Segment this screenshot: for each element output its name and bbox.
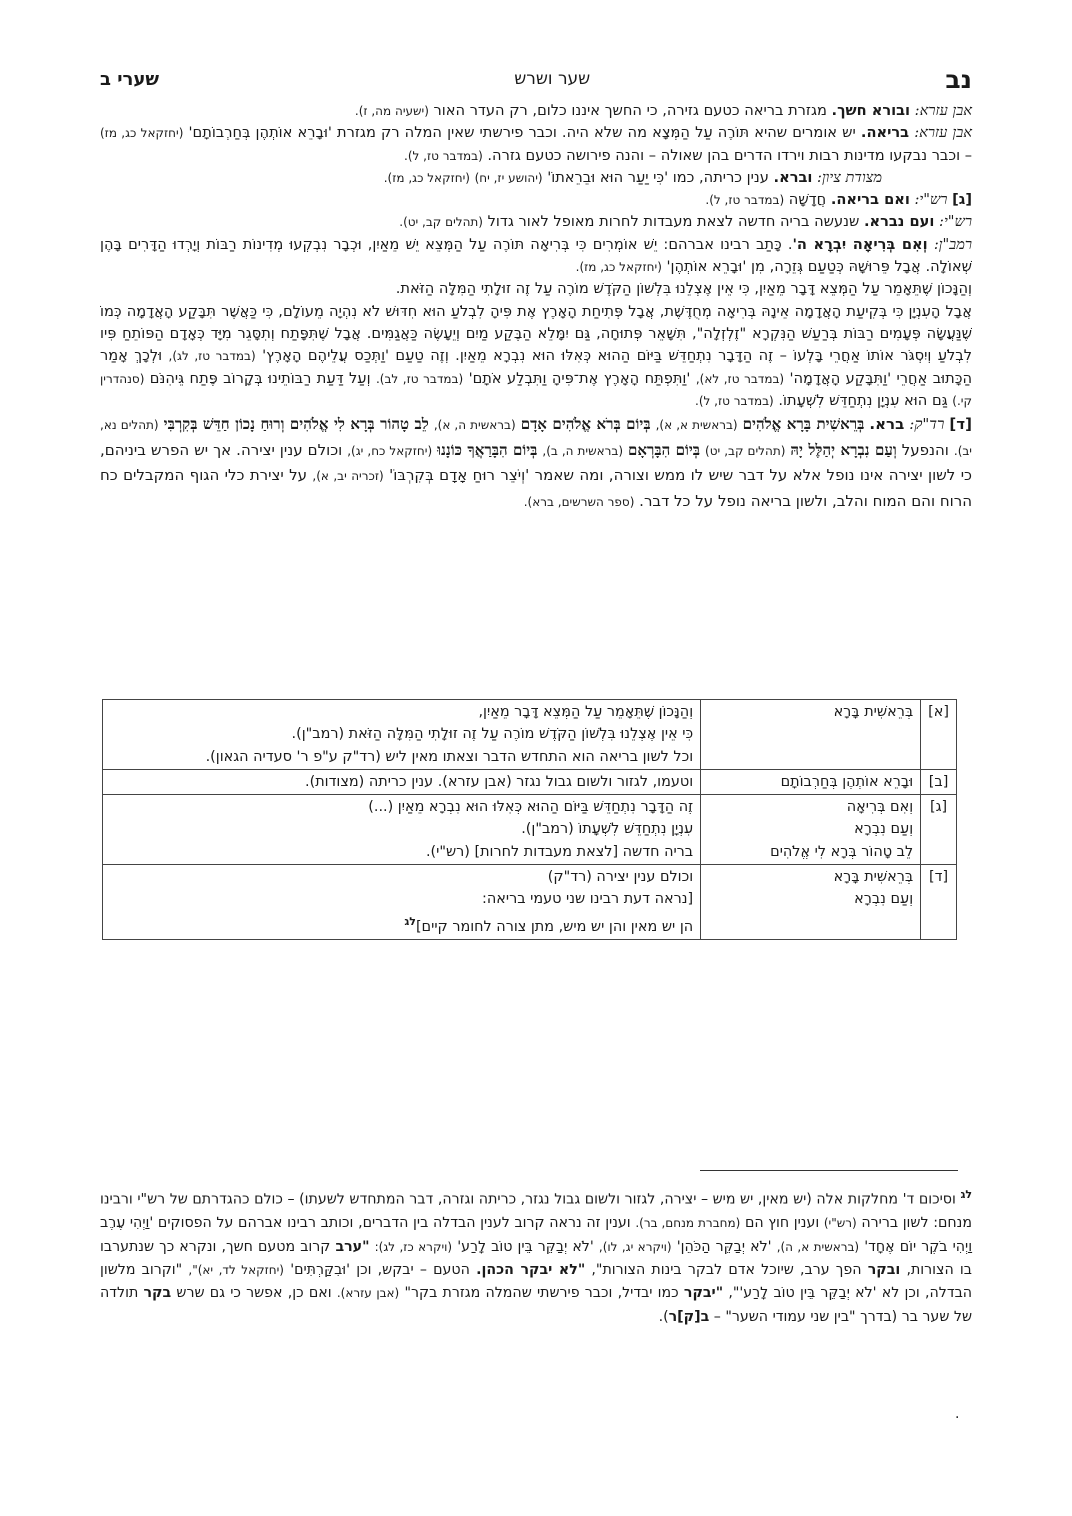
word-cell: בְּרֵאשִׁית בָּרָא וְעַם נִבְרָא xyxy=(701,865,921,940)
explanation-cell: וטעמו, לגזור ולשום גבול נגזר (אבן עזרא). ענין כריתה (מצודות). xyxy=(103,769,701,794)
explanation-cell: וְהַנָּכוֹן שֶׁתֵּאָמֵר עַל הַמְּצֵא דָּבָר מֵאַיִן, כִּי אֵין אֶצְלֵנוּ בִּלְשׁוֹן הַקֹּדֶשׁ מוֹרֶה עַל זֶה זוּלָתִי הַמִּלָּה הַזֹּאת (רמב"ן). וכל לשון בריאה הוא התחדש הדבר וצאתו מאין ליש (רד"ק ע"פ ר' סעדיה הגאון). xyxy=(103,700,701,770)
main-text xyxy=(100,100,972,515)
footnote-separator xyxy=(700,1170,958,1171)
explanation-cell: וכולם ענין יצירה (רד"ק) [נראה דעת רבינו שני טעמי בריאה: הן יש מאין והן יש מיש, מתן צורה לחומר קיים]$^{לג}$ xyxy=(103,865,701,940)
word-cell: וְאִם בְּרִיאָה וְעַם נִבְרָא לֵב טָהוֹר בְּרָא לִי אֱלֹהִים xyxy=(701,795,921,865)
explanation-cell: זֶה הַדָּבָר נִתְחַדֵּשׁ בַּיּוֹם הַהוּא כְּאִלּוּ הוּא נִבְרָא מֵאַיִן (...) עִנְיָן נִתְחַדֵּשׁ לִשְׁעָתוֹ (רמב"ן). בריה חדשה [לצאת מעבדות לחרות] (רש"י). xyxy=(103,795,701,865)
paragraph-ramban-2: וְהַנָּכוֹן שֶׁתֵּאָמֵר עַל הַמְּצֵא דָּבָר מֵאַיִן, כִּי אֵין אֶצְלֵנוּ בִּלְשׁוֹן הַקֹּדֶשׁ מוֹרֶה עַל זֶה זוּלָתִי הַמִּלָּה הַזֹּאת. xyxy=(395,280,972,298)
table-row xyxy=(103,795,957,865)
paragraph-ibn-ezra-1: אבן עזרא: ובורא חשך. מגזרת בריאה כטעם גזירה, כי החשך איננו כלום, רק העדר האור (ישעיה מה, ז). xyxy=(354,102,972,119)
paragraph-ramban-3: אֲבָל הָעִנְיָן כִּי בְּקִיעַת הָאֲדָמָה אֵינָהּ בְּרִיאָה מְחֻדֶּשֶׁת, אֲבָל פְּתִיחַת הָאָרֶץ אֶת פִּיהָ לִבְלֹעַ הוּא חִדּוּשׁ לֹא נִהְיָה מֵעוֹלָם, כִּי כַּאֲשֶׁר תִּבָּקַע הָאֲדָמָה כְּמוֹ שֶׁנַּעֲשָׂה פְּעָמִים רַבּוֹת בְּרַעַשׁ הַנִּקְרָא "זֶלְזְלָה", תִּשָּׁאֵר פְּתוּחָה, גַּם יִמָּלֵא הַבֶּקַע מַיִם וְיֵעָשֶׂה כַּאֲגַמִּים. אֲבָל שֶׁתִּפָּתַח וְתִסָּגֵר מִיָּד כְּאָדָם הַפּוֹתֵחַ פִּיו לִבְלֹעַ וְיִסְגֹּר אוֹתוֹ אַחֲרֵי בָּלְעוֹ – זֶה הַדָּבָר נִתְחַדֵּשׁ בַּיּוֹם הַהוּא כְּאִלּוּ הוּא נִבְרָא מֵאַיִן. וְזֶה טַעַם 'וַתְּכַס עֲלֵיהֶם הָאָרֶץ' (במדבר טז, לג), וּלְכָךְ אָמַר הַכָּתוּב אַחֲרֵי 'וַתִּבָּקַע הָאֲדָמָה' (במדבר טז, לא), 'וַתִּפְתַּח הָאָרֶץ אֶת־פִּיהָ וַתִּבְלַע אֹתָם' (במדבר טז, לב). וְעַל דַּעַת רַבּוֹתֵינוּ בְּקָרוֹב פֶּתַח גֵּיהִנֹּם (סנהדרין קי.) גַּם הוּא עִנְיָן נִתְחַדֵּשׁ לִשְׁעָתוֹ. (במדבר טז, ל). xyxy=(100,302,973,409)
page-number: נב xyxy=(945,64,972,94)
word-cell: וּבָרֵא אוֹתְהֶן בְּחַרְבוֹתָם xyxy=(701,769,921,794)
section-title: שערי ב xyxy=(100,68,160,90)
table-row xyxy=(103,700,957,770)
page-header xyxy=(100,62,972,96)
paragraph-radak: [ד] רד"ק: ברא. בְּרֵאשִׁית בָּרָא אֱלֹהִים (בראשית א, א), בְּיוֹם בְּרֹא אֱלֹהִים אָדָם (בראשית ה, א), לֵב טָהוֹר בְּרָא לִי אֱלֹהִים וְרוּחַ נָכוֹן חַדֵּשׁ בְּקִרְבִּי (תהלים נא, יב). והנפעל וְעַם נִבְרָא יְהַלֶּל יָהּ (תהלים קב, יט) בְּיוֹם הִבָּרְאָם (בראשית ה, ב), בְּיוֹם הִבָּרַאֲךָ כּוֹנָנוּ (יחזקאל כח, יג), וכולם ענין יצירה. אך יש הפרש ביניהם, כי לשון יצירה אינו נופל אלא על דבר שיש לו ממש וצורה, ומה שאמר 'וְיֹצֵר רוּחַ אָדָם בְּקִרְבּוֹ' (זכריה יב, א), על יצירת כלי הגוף המקבלים כח הרוח והם המוח והלב, ולשון בריאה נופל על כל דבר. (ספר השרשים, ברא). xyxy=(100,415,972,510)
stray-dot: . xyxy=(955,1406,960,1422)
table-row xyxy=(103,769,957,794)
paragraph-rashi-1: [ג] רש"י: ואם בריאה. חֲדָשָׁה (במדבר טז, ל). xyxy=(705,191,972,209)
comparison-table xyxy=(102,699,957,940)
footnote-mark: לג xyxy=(960,1188,973,1201)
row-index: [ד] xyxy=(921,865,957,940)
footnote: $^{לג}$ וסיכום ד' מחלקות אלה (יש מאין, יש מיש – יצירה, לגזור ולשום גבול נגזר, כריתה וגזרה, דבר המתחדש לשעתו) – כולם כהגדרתם של רש"י ורבינו מנחם: לשון ברירה (רש"י) וענין חוץ הם (מחברת מנחם, בר). וענין זה נראה קרוב לענין הבדלה בין הדברים, וכותב רבינו אברהם על הפסוקים 'וַיְהִי עֶרֶב וַיְהִי בֹקֶר יוֹם אֶחָד' (בראשית א, ה), 'לֹא יְבַקֵּר הַכֹּהֵן' (ויקרא יג, לו), 'לֹא יְבַקֵּר בֵּין טוֹב לָרַע' (ויקרא כז, לג): "ערב קרוב מטעם חשך, ונקרא כך שנתערבו בו הצורות, ובקר הפך ערב, שיוכל אדם לבקר בינות הצורות", "לא יבקר הכהן. הטעם – יבקש, וכן 'וּבִקַּרְתִּים' (יחזקאל לד, יא)", "וקרוב מלשון הבדלה, וכן לא 'לֹא יְבַקֵּר בֵּין טוֹב לָרַע'", "יבקר כמו יבדיל, וכבר פירשתי שהמלה מגזרת בקר" (אבן עזרא). ואם כן, אפשר כי גם שרש בקר תולדה של שער בר (בדרך "בין שני עמודי השער" – ב[ק]ר). xyxy=(100,1188,973,1325)
row-index: [א] xyxy=(921,700,957,770)
paragraph-ibn-ezra-2: אבן עזרא: בריאה. יש אומרים שהיא תּוֹרֶה עַל הַמְּצָא מה שלא היה. וכבר פירשתי שאין המלה רק מגזרת 'וּבָרֵא אוֹתְהֶן בְּחַרְבוֹתָם' (יחזקאל כג, מז) – וכבר נבקעו מדינות רבות וירדו הדרים בהן שאולה – והנה פירושה כטעם גזרה. (במדבר טז, ל). xyxy=(100,124,973,164)
footnote-reference[interactable]: לג xyxy=(404,914,416,928)
table-row xyxy=(103,865,957,940)
row-index: [ב] xyxy=(921,769,957,794)
word-cell: בְּרֵאשִׁית בָּרָא xyxy=(701,700,921,770)
paragraph-metzudat-zion: מצודת ציון: וברא. ענין כריתה, כמו 'כִּי יַעַר הוּא וּבֵרֵאתוֹ' (יהושע יז, יח) (יחזקאל כג, מז). xyxy=(383,168,882,186)
row-index: [ג] xyxy=(921,795,957,865)
paragraph-ramban: רמב"ן: וְאִם בְּרִיאָה יִבְרָא ה'. כָּתַב רבינו אברהם: יֵשׁ אוֹמְרִים כִּי בְּרִיאָה תּוֹרֶה עַל הַמְּצֵא יֵשׁ מֵאַיִן, וּכְבָר נִבְקְעוּ מְדִינוֹת רַבּוֹת וְיָרְדוּ הַדָּרִים בָּהֶן שְׁאוֹלָה. אֲבָל פֵּרוּשָׁהּ כְּטַעַם גְּזֵרָה, מִן 'וּבָרֵא אוֹתְהֶן' (יחזקאל כג, מז). xyxy=(100,235,973,276)
running-title: שער ושרש xyxy=(514,69,591,89)
paragraph-rashi-2: רש"י: ועם נברא. שנעשה בריה חדשה לצאת מעבדות לחרות מאופל לאור גדול (תהלים קב, יט). xyxy=(399,213,972,231)
